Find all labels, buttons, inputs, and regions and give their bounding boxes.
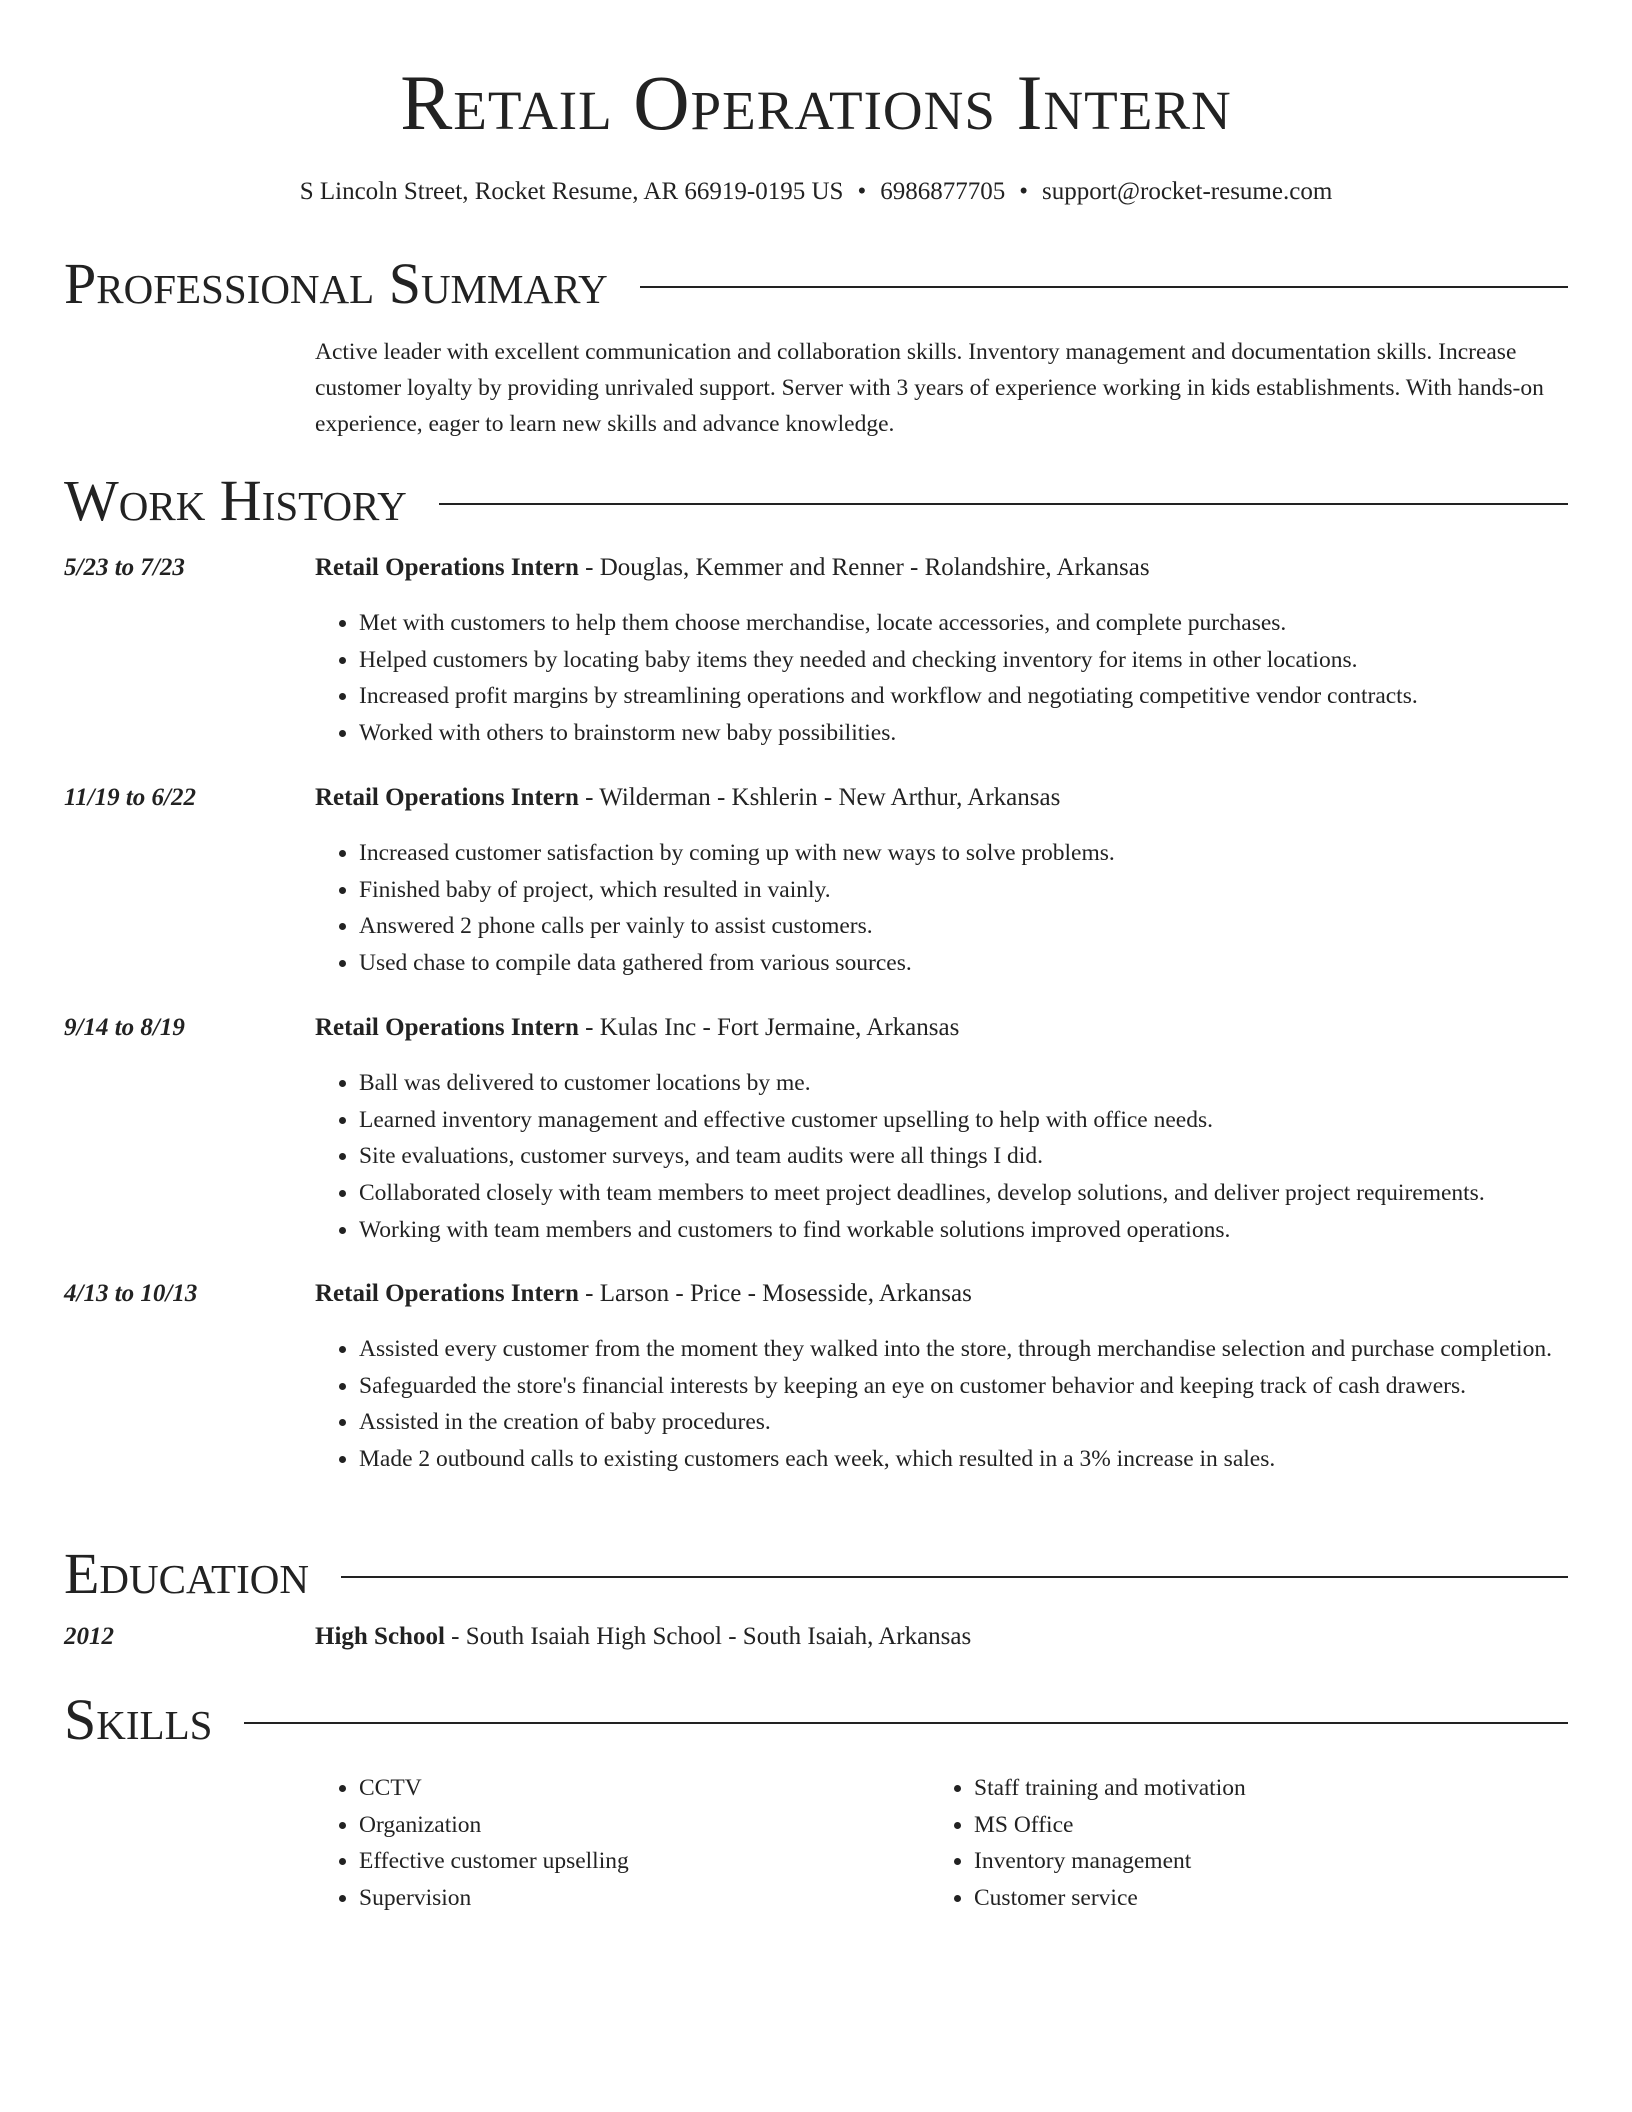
job-employer: - Kulas Inc - Fort Jermaine, Arkansas	[578, 1014, 960, 1041]
section-divider	[341, 1576, 1568, 1578]
degree: High School	[315, 1623, 445, 1650]
work-history-section	[64, 469, 1568, 533]
job-role: Retail Operations Intern	[315, 1014, 579, 1041]
education-section	[64, 1542, 1568, 1606]
education-heading	[315, 1621, 1565, 1653]
list-item: • Used chase to compile data gathered from various sources.	[359, 945, 1609, 982]
job-dates: 9/14 to 8/19	[64, 1014, 185, 1041]
job-bullets	[315, 1331, 1594, 1478]
skills-list-left	[315, 1770, 919, 1917]
list-item: • MS Office	[974, 1807, 1534, 1844]
list-item: • Safeguarded the store's financial interests by keeping an eye on customer behavior and keeping track of cash drawers.	[359, 1368, 1594, 1405]
job-dates: 5/23 to 7/23	[64, 554, 185, 581]
list-item: • Collaborated closely with team members to meet project deadlines, develop solutions, and deliver project requirements.	[359, 1175, 1609, 1212]
phone: 6986877705	[880, 178, 1006, 205]
list-item: • Learned inventory management and effective customer upselling to help with office needs.	[359, 1102, 1609, 1139]
section-title: Work History	[64, 468, 407, 533]
list-item: • Effective customer upselling	[359, 1843, 919, 1880]
education-year: 2012	[64, 1623, 114, 1650]
job-role: Retail Operations Intern	[315, 1280, 579, 1307]
section-divider	[640, 286, 1568, 288]
job-heading	[315, 1012, 1565, 1044]
list-item: • Staff training and motivation	[974, 1770, 1534, 1807]
separator: •	[857, 178, 867, 205]
list-item: • Increased profit margins by streamlining operations and workflow and negotiating competitive vendor contracts.	[359, 678, 1609, 715]
list-item: • CCTV	[359, 1770, 919, 1807]
job-bullets	[315, 1065, 1609, 1249]
list-item: • Worked with others to brainstorm new baby possibilities.	[359, 715, 1609, 752]
skills-list-right	[930, 1770, 1534, 1917]
list-item: • Finished baby of project, which resulted in vainly.	[359, 872, 1609, 909]
section-divider	[439, 503, 1568, 505]
list-item: • Made 2 outbound calls to existing customers each week, which resulted in a 3% increase in sales.	[359, 1441, 1594, 1478]
job-bullets	[315, 835, 1609, 982]
list-item: • Assisted in the creation of baby procedures.	[359, 1404, 1594, 1441]
section-divider	[244, 1722, 1568, 1724]
section-title: Education	[64, 1541, 309, 1606]
list-item: • Answered 2 phone calls per vainly to assist customers.	[359, 908, 1609, 945]
school: - South Isaiah High School - South Isaiah, Arkansas	[444, 1623, 972, 1650]
job-dates: 11/19 to 6/22	[64, 784, 196, 811]
list-item: • Supervision	[359, 1880, 919, 1917]
contact-line	[64, 176, 1568, 208]
section-header	[64, 252, 1568, 316]
job-heading	[315, 1278, 1565, 1310]
section-header	[64, 1688, 1568, 1752]
list-item: • Working with team members and customers to find workable solutions improved operations.	[359, 1212, 1609, 1249]
job-role: Retail Operations Intern	[315, 784, 579, 811]
candidate-name: Retail Operations Intern	[400, 59, 1232, 146]
list-item: • Increased customer satisfaction by coming up with new ways to solve problems.	[359, 835, 1609, 872]
section-title: Professional Summary	[64, 251, 608, 316]
job-dates: 4/13 to 10/13	[64, 1280, 198, 1307]
list-item: • Assisted every customer from the moment they walked into the store, through merchandise selection and purchase completion.	[359, 1331, 1594, 1368]
job-employer: - Wilderman - Kshlerin - New Arthur, Arkansas	[578, 784, 1061, 811]
list-item: • Met with customers to help them choose merchandise, locate accessories, and complete purchases.	[359, 605, 1609, 642]
list-item: • Site evaluations, customer surveys, and team audits were all things I did.	[359, 1138, 1609, 1175]
section-header	[64, 1542, 1568, 1606]
section-header	[64, 469, 1568, 533]
list-item: • Helped customers by locating baby items they needed and checking inventory for items in other locations.	[359, 642, 1609, 679]
separator: •	[1019, 178, 1028, 205]
job-employer: - Douglas, Kemmer and Renner - Rolandshire, Arkansas	[578, 554, 1150, 581]
list-item: • Customer service	[974, 1880, 1534, 1917]
job-heading	[315, 552, 1565, 584]
job-role: Retail Operations Intern	[315, 554, 579, 581]
email: support@rocket-resume.com	[1041, 178, 1333, 205]
job-employer: - Larson - Price - Mosesside, Arkansas	[578, 1280, 972, 1307]
list-item: • Inventory management	[974, 1843, 1534, 1880]
list-item: • Organization	[359, 1807, 919, 1844]
address: S Lincoln Street, Rocket Resume, AR 66919-0195 US	[299, 178, 844, 205]
job-heading	[315, 782, 1565, 814]
summary-section	[64, 252, 1568, 316]
section-title: Skills	[64, 1687, 213, 1752]
job-bullets	[315, 605, 1609, 752]
skills-section	[64, 1688, 1568, 1752]
summary-text: Active leader with excellent communication and collaboration skills. Inventory management and documentation skills. Increase customer loyalty by providing unrivaled support. Server with 3 years of experience working in kids establishments. With hands-on experience, eager to learn new skills and advance knowledge.	[315, 339, 1544, 437]
list-item: • Ball was delivered to customer locations by me.	[359, 1065, 1609, 1102]
